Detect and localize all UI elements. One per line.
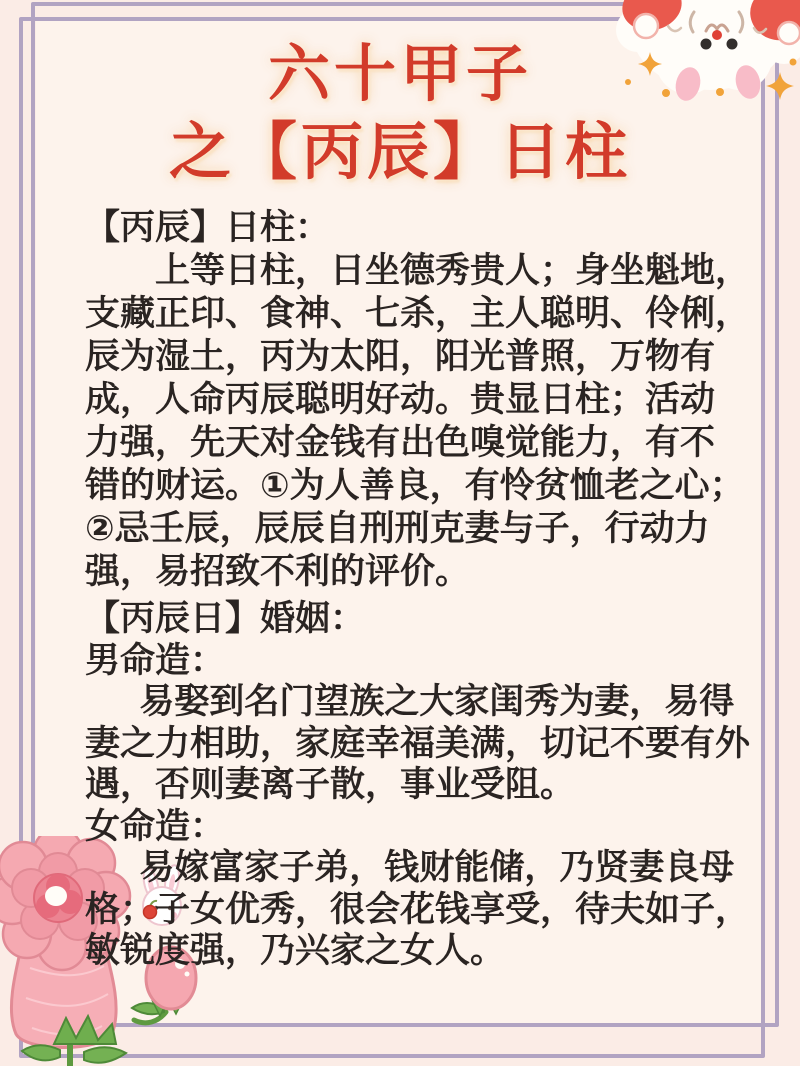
body-line: 成，人命丙辰聪明好动。贵显日柱；活动: [85, 380, 716, 419]
body-line: ②忌壬辰，辰辰自刑刑克妻与子，行动力: [85, 509, 710, 548]
section-heading: 【丙辰】日柱：: [85, 208, 331, 247]
body-line: 易娶到名门望族之大家闺秀为妻，易得: [139, 682, 735, 721]
section-heading: 【丙辰日】婚姻：: [85, 599, 366, 638]
section-day-pillar: [85, 206, 757, 593]
title-line-2: 之【丙辰】日柱: [168, 118, 631, 187]
body-line: 上等日柱，日坐德秀贵人；身坐魁地，: [155, 251, 751, 290]
female-fate-label: 女命造：: [85, 806, 226, 846]
peeking-rabbit-icon: [608, 0, 800, 122]
body-line: 支藏正印、食神、七杀，主人聪明、伶俐，: [85, 294, 751, 333]
body-line: 易嫁富家子弟，钱财能储，乃贤妻良母: [139, 848, 735, 887]
body-line: 辰为湿土，丙为太阳，阳光普照，万物有: [85, 337, 716, 376]
body-line: 力强，先天对金钱有出色嗅觉能力，有不: [85, 423, 716, 462]
body-line: 妻之力相助，家庭幸福美满，切记不要有外: [85, 723, 751, 763]
body-line: 格；子女优秀，很会花钱享受，待夫如子，: [85, 889, 751, 929]
title-line-1: 六十甲子: [267, 40, 532, 109]
body-line: 错的财运。①为人善良，有怜贫恤老之心；: [85, 466, 745, 505]
body-line: 遇，否则妻离子散，事业受阻。: [85, 765, 576, 804]
section-marriage: [85, 598, 757, 972]
body-line: 敏锐度强，乃兴家之女人。: [85, 931, 506, 970]
male-fate-label: 男命造：: [85, 640, 226, 680]
body-line: 强，易招致不利的评价。: [85, 552, 471, 591]
